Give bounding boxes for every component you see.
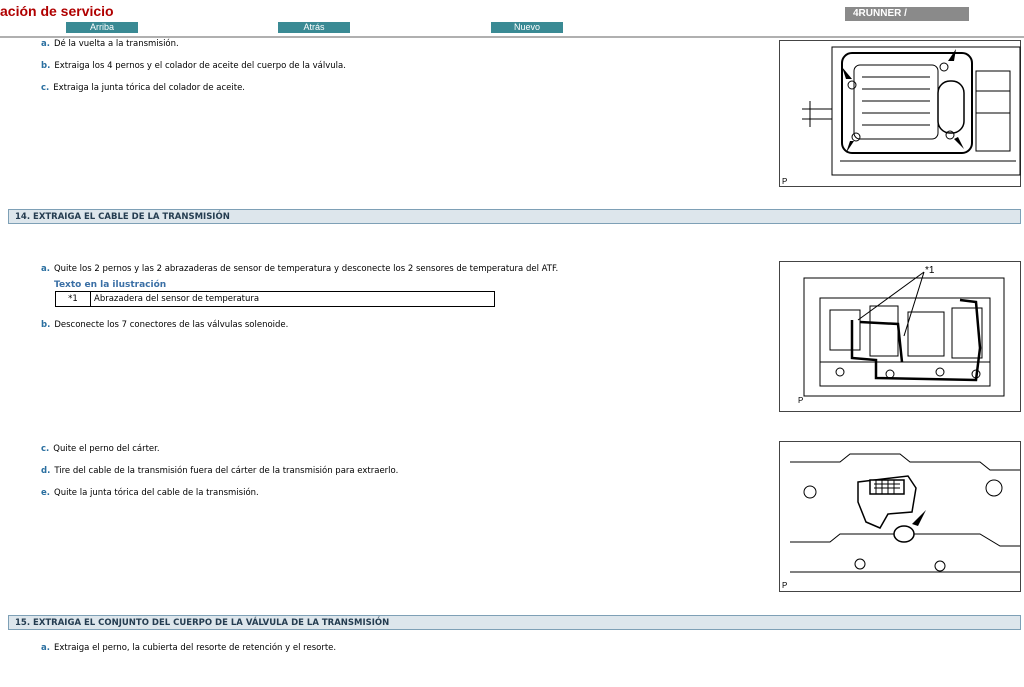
- step-letter: b.: [41, 320, 51, 330]
- step-letter: b.: [41, 61, 51, 71]
- section-15-heading: 15. EXTRAIGA EL CONJUNTO DEL CUERPO DE LA VÁLVULA DE LA TRANSMISIÓN: [8, 615, 1021, 630]
- figure-label: P: [782, 177, 788, 186]
- step-letter: a.: [41, 264, 50, 274]
- header-divider: [0, 36, 1024, 38]
- figure-label: P: [798, 396, 804, 405]
- step-13a: [41, 39, 179, 49]
- header-bar: [0, 0, 1024, 40]
- step-text: Quite el perno del cárter.: [53, 444, 160, 454]
- step-13b: [41, 61, 346, 71]
- step-14b: [41, 320, 288, 330]
- step-text: Desconecte los 7 conectores de las válvulas solenoide.: [54, 320, 289, 330]
- step-text: Dé la vuelta a la transmisión.: [53, 39, 179, 49]
- wire-harness-illustration: [780, 262, 1022, 413]
- figure-callout: *1: [925, 265, 935, 276]
- model-badge: 4RUNNER /: [845, 7, 969, 21]
- step-letter: c.: [41, 444, 50, 454]
- caption-description: Abrazadera del sensor de temperatura: [94, 294, 260, 304]
- step-letter: d.: [41, 466, 51, 476]
- step-letter: e.: [41, 488, 50, 498]
- step-14e: [41, 488, 259, 498]
- step-15a: [41, 643, 336, 653]
- step-14c: [41, 444, 160, 454]
- step-text: Extraiga la junta tórica del colador de aceite.: [53, 83, 246, 93]
- back-button[interactable]: Atrás: [278, 22, 350, 33]
- step-13c: [41, 83, 245, 93]
- step-letter: a.: [41, 39, 50, 49]
- step-text: Extraiga los 4 pernos y el colador de aceite del cuerpo de la válvula.: [54, 61, 346, 71]
- illustration-text-table: [55, 291, 495, 307]
- step-14d: [41, 466, 398, 476]
- caption-number: *1: [56, 292, 91, 306]
- section-14-heading: 14. EXTRAIGA EL CABLE DE LA TRANSMISIÓN: [8, 209, 1021, 224]
- step-letter: a.: [41, 643, 50, 653]
- up-button[interactable]: Arriba: [66, 22, 138, 33]
- oil-strainer-illustration: [780, 41, 1022, 188]
- step-text: Quite los 2 pernos y las 2 abrazaderas de sensor de temperatura y desconecte los 2 sensores de temperatura del ATF.: [53, 264, 559, 274]
- figure-label: P: [782, 581, 788, 590]
- figure-oil-strainer: [779, 40, 1021, 187]
- transmission-cable-illustration: [780, 442, 1022, 593]
- figure-transmission-cable: [779, 441, 1021, 592]
- illustration-text-title: Texto en la ilustración: [54, 280, 167, 290]
- page-title: ación de servicio: [0, 3, 114, 19]
- figure-wire-harness: [779, 261, 1021, 412]
- new-button[interactable]: Nuevo: [491, 22, 563, 33]
- step-letter: c.: [41, 83, 50, 93]
- step-14a: [41, 264, 558, 274]
- step-text: Tire del cable de la transmisión fuera del cárter de la transmisión para extraerlo.: [54, 466, 399, 476]
- step-text: Extraiga el perno, la cubierta del resorte de retención y el resorte.: [53, 643, 337, 653]
- step-text: Quite la junta tórica del cable de la transmisión.: [54, 488, 259, 498]
